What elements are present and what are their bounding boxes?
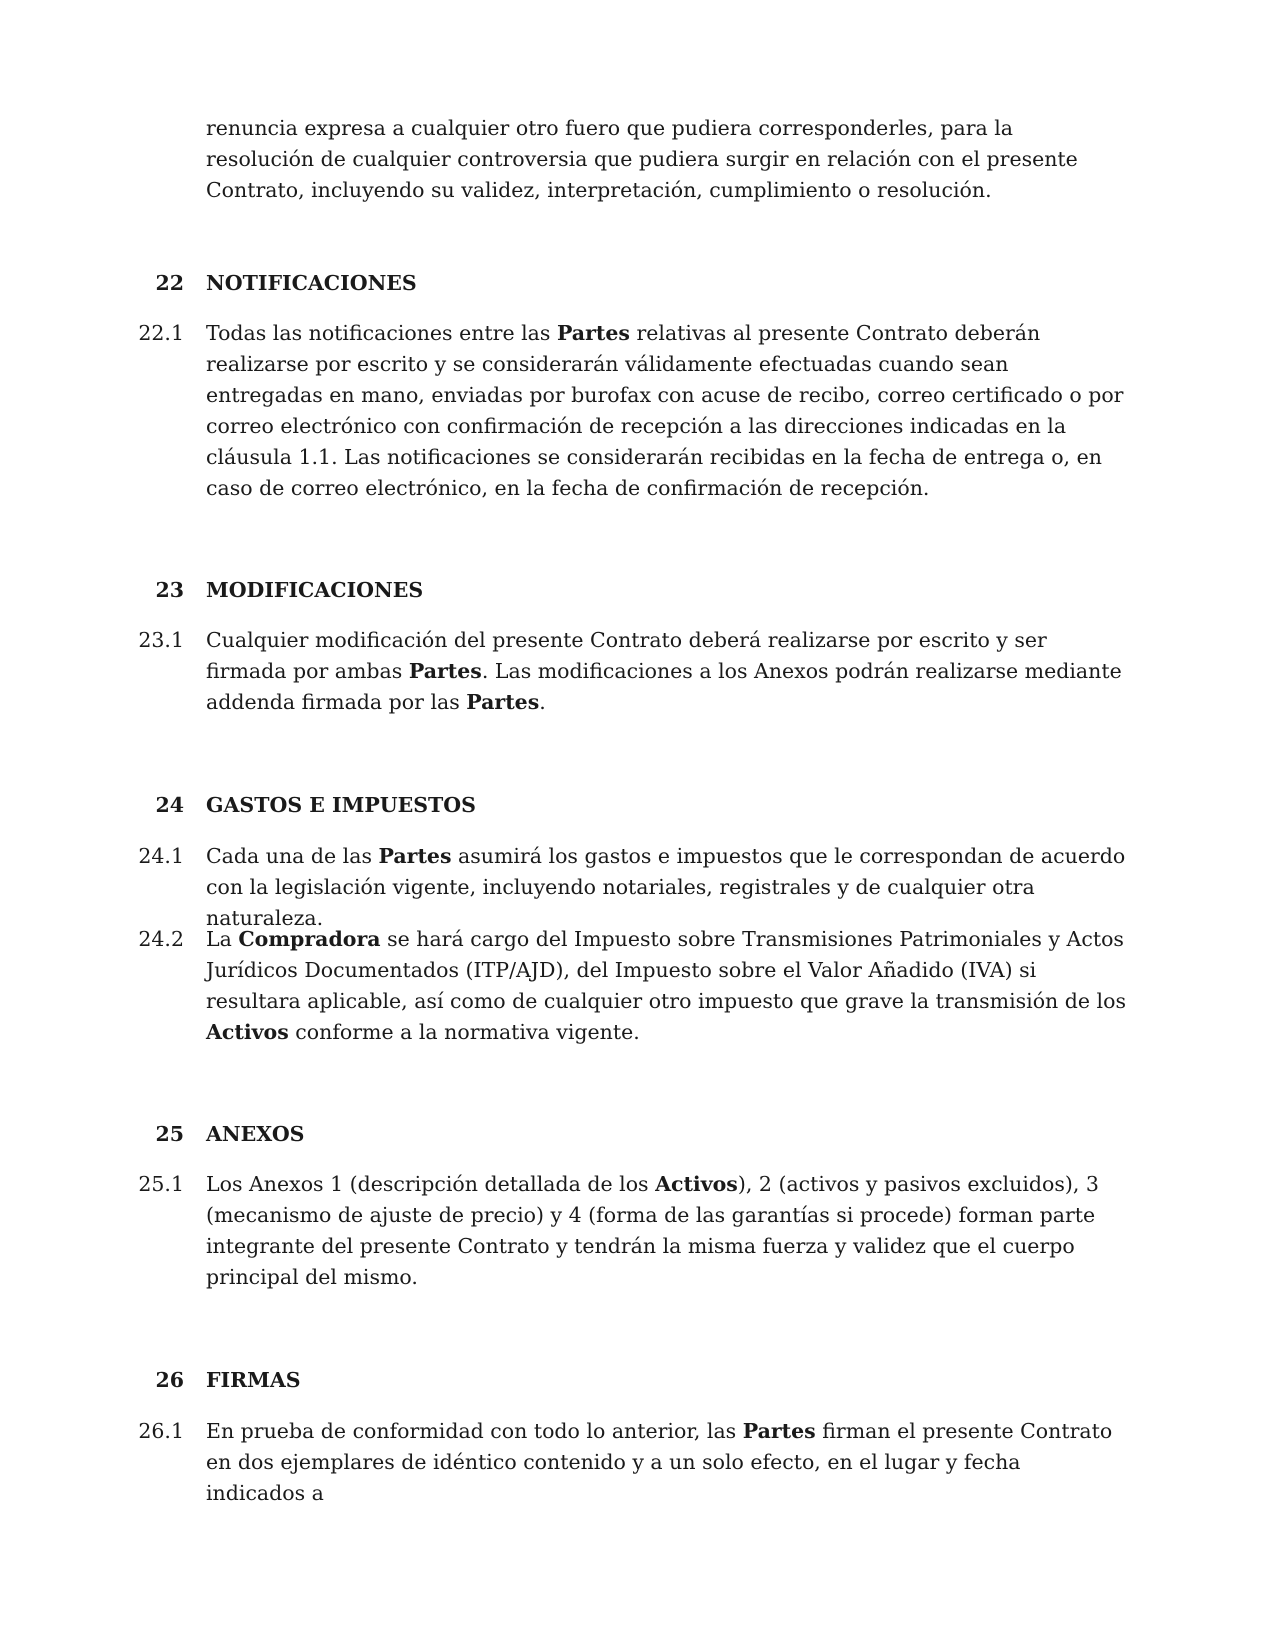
defined-term: Activos [655, 1172, 738, 1196]
clause-text [206, 1416, 1126, 1509]
clause-text-segment: se hará cargo del Impuesto sobre Transmisiones Patrimoniales y Actos Jurídicos Documentados (ITP/AJD), del Impuesto sobre el Valor Añadido (IVA) si resultara aplicable, así como de cualquier otro impuesto que grave la transmisión de los [206, 927, 1126, 1013]
defined-term: Compradora [238, 927, 381, 951]
clause-text-segment: . Las modificaciones a los Anexos podrán realizarse mediante addenda firmada por las [206, 659, 1122, 714]
defined-term: Partes [466, 690, 540, 714]
clause-number: 24.1 [138, 844, 184, 868]
clause-text-segment: En prueba de conformidad con todo lo anterior, las [206, 1419, 743, 1443]
clause-text-segment: ), 2 (activos y pasivos excluidos), 3 (mecanismo de ajuste de precio) y 4 (forma de las garantías si procede) forman parte integrante del presente Contrato y tendrán la misma fuerza y validez que el cuerpo principal del mismo. [206, 1172, 1099, 1289]
clause-text [206, 625, 1126, 718]
clause-text-segment: firman el presente Contrato en dos ejemplares de idéntico contenido y a un solo efecto, en el lugar y fecha indicados a [206, 1419, 1113, 1505]
clause-number: 23.1 [138, 628, 184, 652]
clause-text [206, 318, 1126, 504]
section-number: 23 [155, 578, 184, 602]
clause-text-segment: . [539, 690, 546, 714]
clause-text-segment: Todas las notificaciones entre las [206, 321, 557, 345]
clause-text-segment: Cada una de las [206, 844, 379, 868]
clause-number: 24.2 [138, 927, 184, 951]
clause-text-segment: asumirá los gastos e impuestos que le correspondan de acuerdo con la legislación vigente, incluyendo notariales, registrales y de cualquier otra naturaleza. [206, 844, 1126, 930]
clause-text-segment: conforme a la normativa vigente. [288, 1020, 640, 1044]
clause-text-segment: La [206, 927, 239, 951]
defined-term: Activos [206, 1020, 289, 1044]
section-title: ANEXOS [206, 1122, 305, 1146]
section-number: 24 [155, 793, 184, 817]
defined-term: Partes [408, 659, 482, 683]
section-number: 22 [155, 271, 184, 295]
clause-text-segment: Cualquier modificación del presente Contrato deberá realizarse por escrito y ser firmada por ambas [206, 628, 1047, 683]
clause-text [206, 1169, 1126, 1293]
section-number: 25 [155, 1122, 184, 1146]
section-title: FIRMAS [206, 1368, 301, 1392]
section-title: GASTOS E IMPUESTOS [206, 793, 476, 817]
clause-number: 25.1 [138, 1172, 184, 1196]
section-title: MODIFICACIONES [206, 578, 424, 602]
clause-text [206, 924, 1126, 1048]
defined-term: Partes [556, 321, 630, 345]
section-title: NOTIFICACIONES [206, 271, 417, 295]
clause-text-segment: Los Anexos 1 (descripción detallada de los [206, 1172, 656, 1196]
clause-number: 26.1 [138, 1419, 184, 1443]
defined-term: Partes [742, 1419, 816, 1443]
defined-term: Partes [378, 844, 452, 868]
clause-text-segment: relativas al presente Contrato deberán realizarse por escrito y se considerarán válidamente efectuadas cuando sean entregadas en mano, enviadas por burofax con acuse de recibo, correo certificado o por correo electrónico con confirmación de recepción a las direcciones indicadas en la cláusula 1.1. Las notificaciones se considerarán recibidas en la fecha de entrega o, en caso de correo electrónico, en la fecha de confirmación de recepción. [206, 321, 1124, 500]
intro-paragraph: renuncia expresa a cualquier otro fuero que pudiera corresponderles, para la resolución de cualquier controversia que pudiera surgir en relación con el presente Contrato, incluyendo su validez, interpretación, cumplimiento o resolución. [206, 116, 1078, 202]
clause-number: 22.1 [138, 321, 184, 345]
clause-text [206, 841, 1126, 934]
section-number: 26 [155, 1368, 184, 1392]
